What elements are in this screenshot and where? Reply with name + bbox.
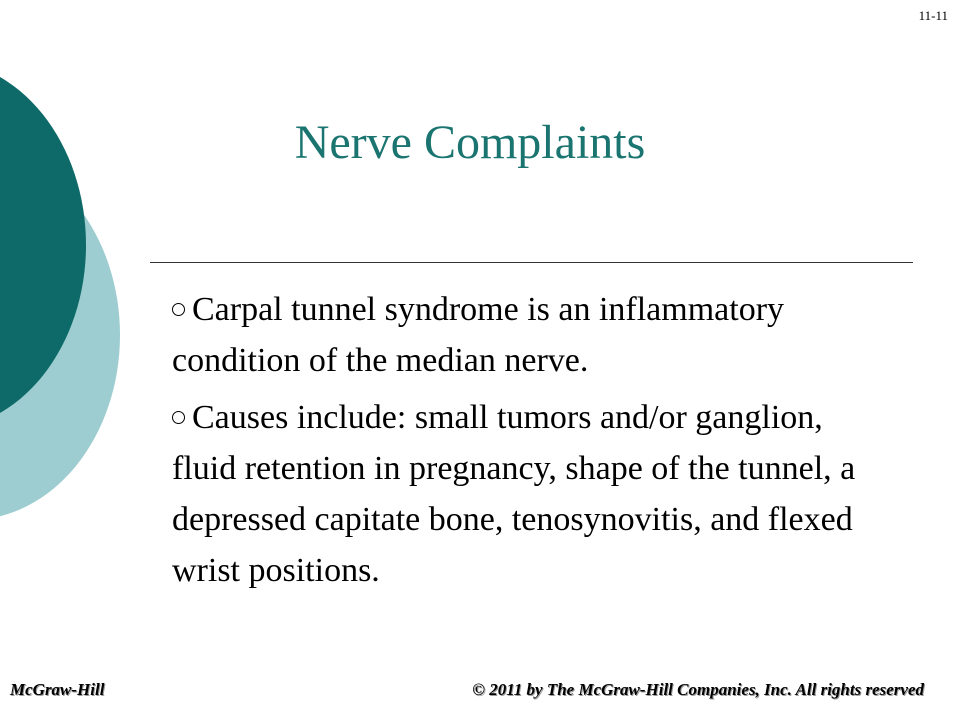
footer-publisher: McGraw-Hill xyxy=(10,680,105,699)
slide-title: Nerve Complaints xyxy=(294,116,646,169)
bullet-text: Carpal tunnel syndrome is an inflammatory condition of the median nerve. xyxy=(172,291,785,379)
bullet-item xyxy=(172,392,892,596)
slide-number: 11-11 xyxy=(918,8,948,23)
title-divider xyxy=(150,262,913,263)
bullet-list xyxy=(172,284,892,602)
bullet-item xyxy=(172,284,892,386)
hollow-circle-bullet-icon xyxy=(172,303,185,316)
footer-copyright: © 2011 by The McGraw-Hill Companies, Inc. All rights reserved xyxy=(472,680,924,699)
bullet-text: Causes include: small tumors and/or ganglion, fluid retention in pregnancy, shape of the tunnel, a depressed capitate bone, tenosynovitis, and flexed wrist positions. xyxy=(172,399,856,589)
hollow-circle-bullet-icon xyxy=(172,411,185,424)
